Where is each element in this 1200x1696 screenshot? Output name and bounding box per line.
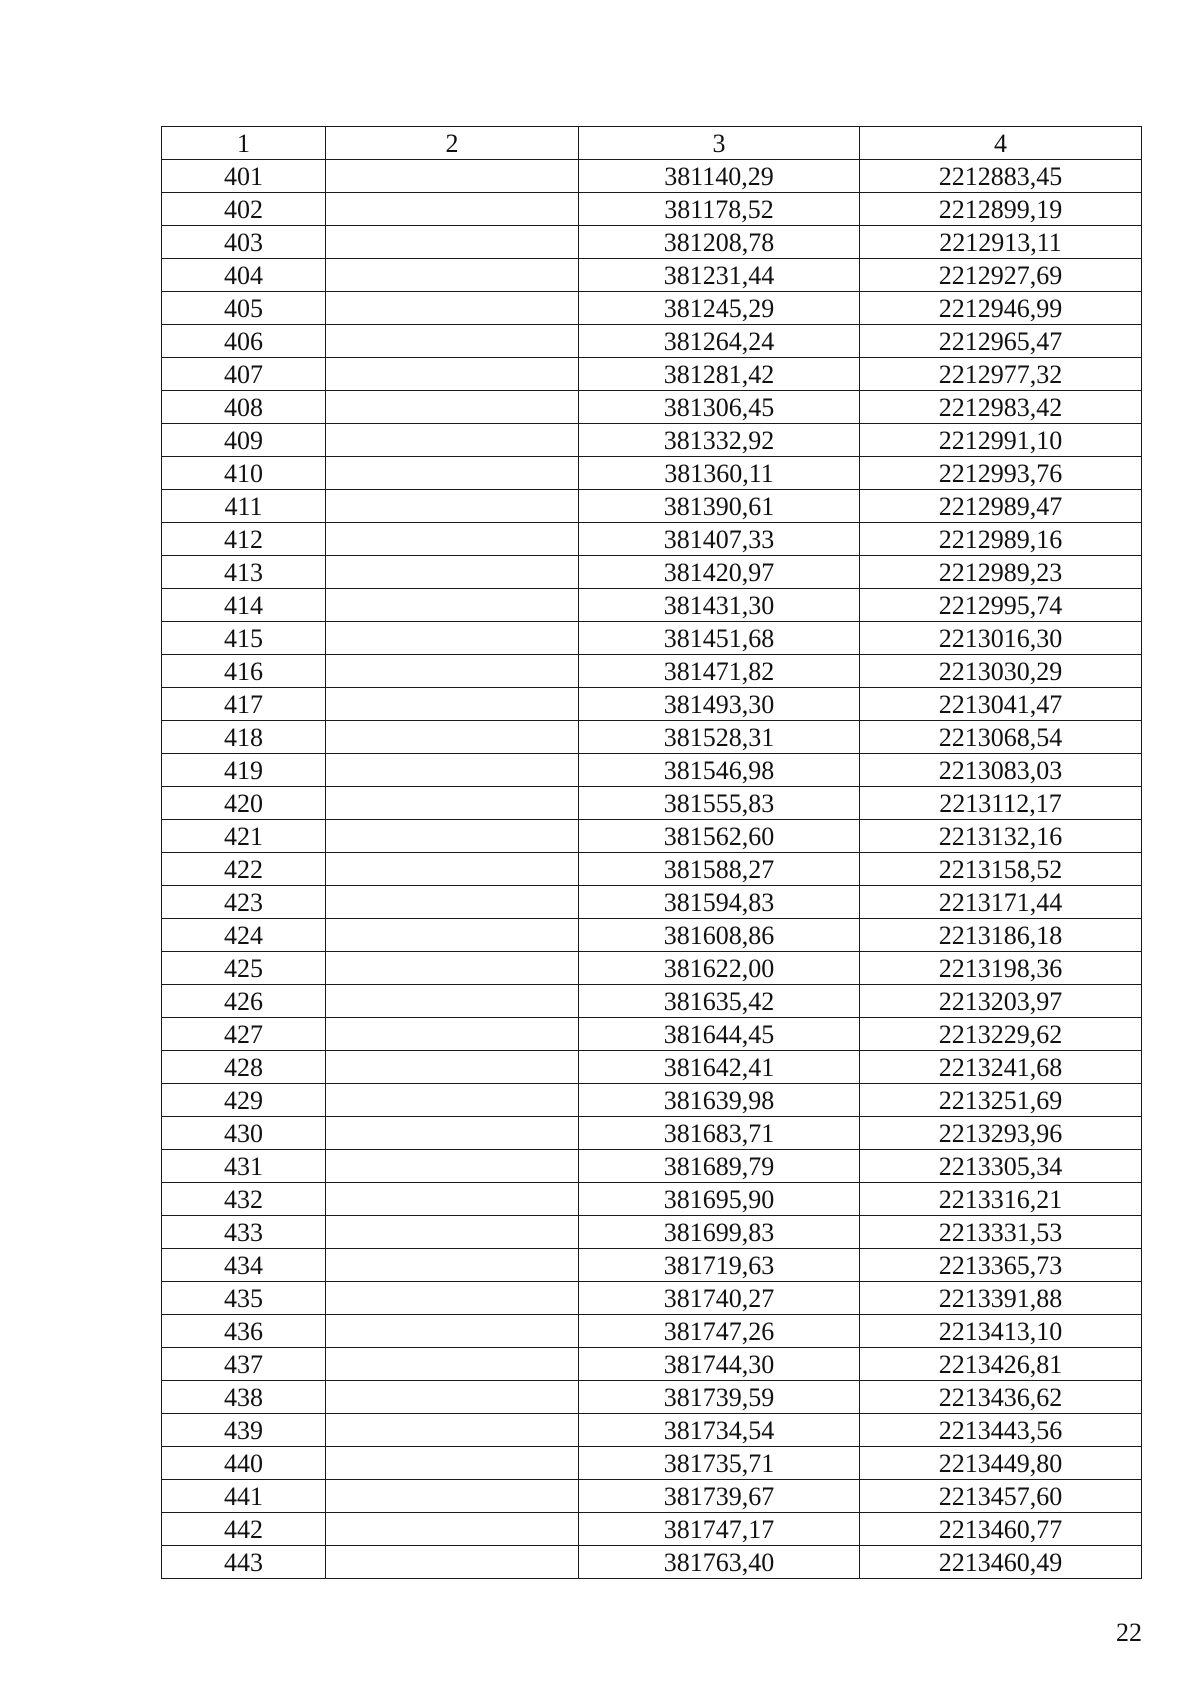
table-row: [162, 820, 1142, 853]
point-number-cell: 405: [162, 292, 326, 325]
y-coordinate-cell: 2213426,81: [860, 1348, 1142, 1381]
empty-cell: [326, 1414, 579, 1447]
x-coordinate-cell: 381639,98: [579, 1084, 860, 1117]
y-coordinate-cell: 2213083,03: [860, 754, 1142, 787]
empty-cell: [326, 1447, 579, 1480]
point-number-cell: 415: [162, 622, 326, 655]
point-number-cell: 436: [162, 1315, 326, 1348]
x-coordinate-cell: 381644,45: [579, 1018, 860, 1051]
empty-cell: [326, 259, 579, 292]
empty-cell: [326, 1117, 579, 1150]
table-row: [162, 754, 1142, 787]
y-coordinate-cell: 2212991,10: [860, 424, 1142, 457]
x-coordinate-cell: 381332,92: [579, 424, 860, 457]
table-row: [162, 1381, 1142, 1414]
x-coordinate-cell: 381407,33: [579, 523, 860, 556]
empty-cell: [326, 193, 579, 226]
y-coordinate-cell: 2213198,36: [860, 952, 1142, 985]
table-row: [162, 589, 1142, 622]
point-number-cell: 423: [162, 886, 326, 919]
x-coordinate-cell: 381689,79: [579, 1150, 860, 1183]
point-number-cell: 426: [162, 985, 326, 1018]
header-row: [162, 127, 1142, 160]
empty-cell: [326, 424, 579, 457]
header-cell-3: 3: [579, 127, 860, 160]
y-coordinate-cell: 2212927,69: [860, 259, 1142, 292]
empty-cell: [326, 490, 579, 523]
x-coordinate-cell: 381546,98: [579, 754, 860, 787]
table-row: [162, 1183, 1142, 1216]
table-row: [162, 193, 1142, 226]
y-coordinate-cell: 2213158,52: [860, 853, 1142, 886]
point-number-cell: 413: [162, 556, 326, 589]
empty-cell: [326, 391, 579, 424]
point-number-cell: 442: [162, 1513, 326, 1546]
point-number-cell: 401: [162, 160, 326, 193]
y-coordinate-cell: 2213436,62: [860, 1381, 1142, 1414]
point-number-cell: 441: [162, 1480, 326, 1513]
y-coordinate-cell: 2213305,34: [860, 1150, 1142, 1183]
y-coordinate-cell: 2212989,47: [860, 490, 1142, 523]
y-coordinate-cell: 2212883,45: [860, 160, 1142, 193]
x-coordinate-cell: 381747,26: [579, 1315, 860, 1348]
table-row: [162, 259, 1142, 292]
table-row: [162, 160, 1142, 193]
x-coordinate-cell: 381390,61: [579, 490, 860, 523]
point-number-cell: 406: [162, 325, 326, 358]
table-row: [162, 1018, 1142, 1051]
x-coordinate-cell: 381699,83: [579, 1216, 860, 1249]
empty-cell: [326, 589, 579, 622]
point-number-cell: 421: [162, 820, 326, 853]
point-number-cell: 427: [162, 1018, 326, 1051]
point-number-cell: 428: [162, 1051, 326, 1084]
empty-cell: [326, 886, 579, 919]
x-coordinate-cell: 381264,24: [579, 325, 860, 358]
point-number-cell: 408: [162, 391, 326, 424]
table-row: [162, 655, 1142, 688]
y-coordinate-cell: 2212989,16: [860, 523, 1142, 556]
x-coordinate-cell: 381719,63: [579, 1249, 860, 1282]
table-row: [162, 358, 1142, 391]
y-coordinate-cell: 2213449,80: [860, 1447, 1142, 1480]
empty-cell: [326, 1546, 579, 1579]
point-number-cell: 419: [162, 754, 326, 787]
y-coordinate-cell: 2213457,60: [860, 1480, 1142, 1513]
x-coordinate-cell: 381420,97: [579, 556, 860, 589]
point-number-cell: 418: [162, 721, 326, 754]
point-number-cell: 433: [162, 1216, 326, 1249]
table-row: [162, 424, 1142, 457]
x-coordinate-cell: 381683,71: [579, 1117, 860, 1150]
point-number-cell: 435: [162, 1282, 326, 1315]
y-coordinate-cell: 2213316,21: [860, 1183, 1142, 1216]
x-coordinate-cell: 381493,30: [579, 688, 860, 721]
y-coordinate-cell: 2212977,32: [860, 358, 1142, 391]
y-coordinate-cell: 2212899,19: [860, 193, 1142, 226]
y-coordinate-cell: 2213203,97: [860, 985, 1142, 1018]
x-coordinate-cell: 381306,45: [579, 391, 860, 424]
empty-cell: [326, 358, 579, 391]
empty-cell: [326, 721, 579, 754]
x-coordinate-cell: 381528,31: [579, 721, 860, 754]
empty-cell: [326, 457, 579, 490]
empty-cell: [326, 853, 579, 886]
x-coordinate-cell: 381594,83: [579, 886, 860, 919]
table-row: [162, 1150, 1142, 1183]
y-coordinate-cell: 2213112,17: [860, 787, 1142, 820]
y-coordinate-cell: 2213460,77: [860, 1513, 1142, 1546]
empty-cell: [326, 919, 579, 952]
empty-cell: [326, 1513, 579, 1546]
x-coordinate-cell: 381431,30: [579, 589, 860, 622]
point-number-cell: 410: [162, 457, 326, 490]
empty-cell: [326, 655, 579, 688]
point-number-cell: 404: [162, 259, 326, 292]
empty-cell: [326, 1249, 579, 1282]
empty-cell: [326, 952, 579, 985]
table-row: [162, 556, 1142, 589]
table-row: [162, 1249, 1142, 1282]
y-coordinate-cell: 2212995,74: [860, 589, 1142, 622]
x-coordinate-cell: 381739,59: [579, 1381, 860, 1414]
table-row: [162, 226, 1142, 259]
x-coordinate-cell: 381635,42: [579, 985, 860, 1018]
empty-cell: [326, 1084, 579, 1117]
y-coordinate-cell: 2213030,29: [860, 655, 1142, 688]
point-number-cell: 430: [162, 1117, 326, 1150]
y-coordinate-cell: 2212913,11: [860, 226, 1142, 259]
table-row: [162, 1315, 1142, 1348]
empty-cell: [326, 226, 579, 259]
table-row: [162, 721, 1142, 754]
table-row: [162, 1117, 1142, 1150]
y-coordinate-cell: 2213171,44: [860, 886, 1142, 919]
y-coordinate-cell: 2213132,16: [860, 820, 1142, 853]
x-coordinate-cell: 381622,00: [579, 952, 860, 985]
empty-cell: [326, 688, 579, 721]
x-coordinate-cell: 381739,67: [579, 1480, 860, 1513]
table-row: [162, 1084, 1142, 1117]
x-coordinate-cell: 381695,90: [579, 1183, 860, 1216]
y-coordinate-cell: 2213241,68: [860, 1051, 1142, 1084]
x-coordinate-cell: 381763,40: [579, 1546, 860, 1579]
x-coordinate-cell: 381451,68: [579, 622, 860, 655]
x-coordinate-cell: 381245,29: [579, 292, 860, 325]
y-coordinate-cell: 2213251,69: [860, 1084, 1142, 1117]
y-coordinate-cell: 2212989,23: [860, 556, 1142, 589]
empty-cell: [326, 556, 579, 589]
table-row: [162, 1216, 1142, 1249]
table-row: [162, 853, 1142, 886]
empty-cell: [326, 1216, 579, 1249]
empty-cell: [326, 523, 579, 556]
point-number-cell: 403: [162, 226, 326, 259]
point-number-cell: 412: [162, 523, 326, 556]
y-coordinate-cell: 2213443,56: [860, 1414, 1142, 1447]
y-coordinate-cell: 2212965,47: [860, 325, 1142, 358]
point-number-cell: 422: [162, 853, 326, 886]
table-row: [162, 886, 1142, 919]
y-coordinate-cell: 2212983,42: [860, 391, 1142, 424]
table-row: [162, 490, 1142, 523]
point-number-cell: 434: [162, 1249, 326, 1282]
table-row: [162, 1546, 1142, 1579]
empty-cell: [326, 1315, 579, 1348]
point-number-cell: 432: [162, 1183, 326, 1216]
table-row: [162, 391, 1142, 424]
table-row: [162, 1348, 1142, 1381]
point-number-cell: 429: [162, 1084, 326, 1117]
x-coordinate-cell: 381555,83: [579, 787, 860, 820]
table-row: [162, 1513, 1142, 1546]
y-coordinate-cell: 2213391,88: [860, 1282, 1142, 1315]
point-number-cell: 409: [162, 424, 326, 457]
point-number-cell: 424: [162, 919, 326, 952]
x-coordinate-cell: 381360,11: [579, 457, 860, 490]
table-header: [162, 127, 1142, 160]
table-row: [162, 919, 1142, 952]
point-number-cell: 402: [162, 193, 326, 226]
table-row: [162, 1447, 1142, 1480]
empty-cell: [326, 1282, 579, 1315]
point-number-cell: 417: [162, 688, 326, 721]
table-row: [162, 1480, 1142, 1513]
empty-cell: [326, 1183, 579, 1216]
x-coordinate-cell: 381735,71: [579, 1447, 860, 1480]
x-coordinate-cell: 381471,82: [579, 655, 860, 688]
coordinates-table: [161, 126, 1142, 1579]
point-number-cell: 443: [162, 1546, 326, 1579]
empty-cell: [326, 1150, 579, 1183]
y-coordinate-cell: 2213413,10: [860, 1315, 1142, 1348]
point-number-cell: 431: [162, 1150, 326, 1183]
empty-cell: [326, 1381, 579, 1414]
x-coordinate-cell: 381608,86: [579, 919, 860, 952]
y-coordinate-cell: 2213041,47: [860, 688, 1142, 721]
empty-cell: [326, 325, 579, 358]
table-row: [162, 523, 1142, 556]
table-row: [162, 952, 1142, 985]
table-row: [162, 985, 1142, 1018]
point-number-cell: 407: [162, 358, 326, 391]
point-number-cell: 440: [162, 1447, 326, 1480]
y-coordinate-cell: 2213460,49: [860, 1546, 1142, 1579]
x-coordinate-cell: 381744,30: [579, 1348, 860, 1381]
empty-cell: [326, 1480, 579, 1513]
table-row: [162, 457, 1142, 490]
empty-cell: [326, 985, 579, 1018]
point-number-cell: 414: [162, 589, 326, 622]
table-row: [162, 1414, 1142, 1447]
point-number-cell: 425: [162, 952, 326, 985]
x-coordinate-cell: 381562,60: [579, 820, 860, 853]
x-coordinate-cell: 381231,44: [579, 259, 860, 292]
table-row: [162, 325, 1142, 358]
x-coordinate-cell: 381740,27: [579, 1282, 860, 1315]
x-coordinate-cell: 381588,27: [579, 853, 860, 886]
empty-cell: [326, 820, 579, 853]
empty-cell: [326, 754, 579, 787]
header-cell-2: 2: [326, 127, 579, 160]
table-row: [162, 1051, 1142, 1084]
y-coordinate-cell: 2213229,62: [860, 1018, 1142, 1051]
y-coordinate-cell: 2212993,76: [860, 457, 1142, 490]
point-number-cell: 420: [162, 787, 326, 820]
x-coordinate-cell: 381208,78: [579, 226, 860, 259]
empty-cell: [326, 622, 579, 655]
point-number-cell: 411: [162, 490, 326, 523]
empty-cell: [326, 1348, 579, 1381]
x-coordinate-cell: 381734,54: [579, 1414, 860, 1447]
page-number: 22: [1116, 1618, 1142, 1647]
y-coordinate-cell: 2213186,18: [860, 919, 1142, 952]
header-cell-4: 4: [860, 127, 1142, 160]
x-coordinate-cell: 381140,29: [579, 160, 860, 193]
x-coordinate-cell: 381281,42: [579, 358, 860, 391]
y-coordinate-cell: 2213331,53: [860, 1216, 1142, 1249]
x-coordinate-cell: 381747,17: [579, 1513, 860, 1546]
y-coordinate-cell: 2213068,54: [860, 721, 1142, 754]
table-row: [162, 292, 1142, 325]
table-row: [162, 688, 1142, 721]
empty-cell: [326, 292, 579, 325]
empty-cell: [326, 787, 579, 820]
point-number-cell: 416: [162, 655, 326, 688]
table-row: [162, 1282, 1142, 1315]
x-coordinate-cell: 381642,41: [579, 1051, 860, 1084]
y-coordinate-cell: 2213365,73: [860, 1249, 1142, 1282]
x-coordinate-cell: 381178,52: [579, 193, 860, 226]
y-coordinate-cell: 2213016,30: [860, 622, 1142, 655]
point-number-cell: 439: [162, 1414, 326, 1447]
empty-cell: [326, 1018, 579, 1051]
empty-cell: [326, 160, 579, 193]
table-row: [162, 622, 1142, 655]
y-coordinate-cell: 2212946,99: [860, 292, 1142, 325]
table-body: [162, 160, 1142, 1579]
header-cell-1: 1: [162, 127, 326, 160]
empty-cell: [326, 1051, 579, 1084]
point-number-cell: 438: [162, 1381, 326, 1414]
table-row: [162, 787, 1142, 820]
y-coordinate-cell: 2213293,96: [860, 1117, 1142, 1150]
point-number-cell: 437: [162, 1348, 326, 1381]
